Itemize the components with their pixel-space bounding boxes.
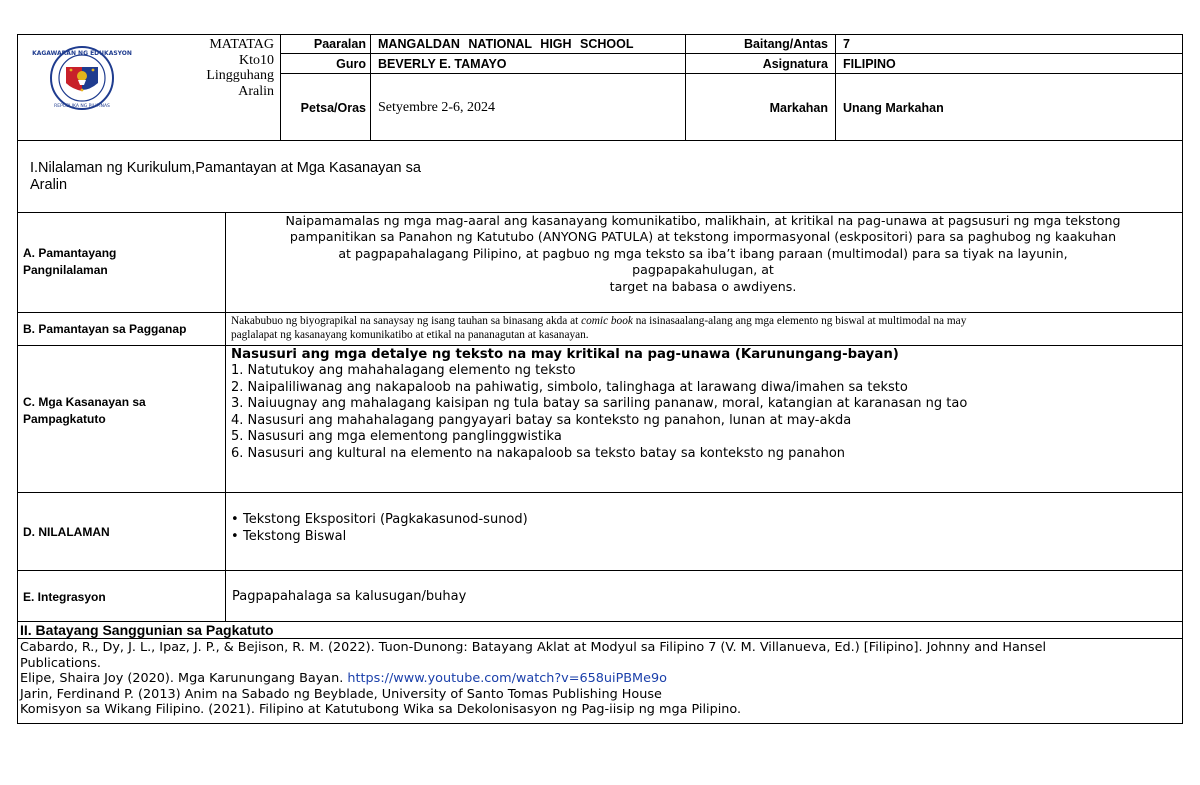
section1-title-line-1: I.Nilalaman ng Kurikulum,Pamantayan at Mga Kasanayan sa xyxy=(30,160,421,176)
header-vline-a xyxy=(280,34,281,141)
row-e-text: Pagpapahalaga sa kalusugan/buhay xyxy=(232,589,467,604)
doc-title-line-1: MATATAG xyxy=(209,37,274,52)
subject-label: Asignatura xyxy=(762,57,828,71)
doc-title-line-3: Lingguhang xyxy=(206,68,274,83)
row-d-list xyxy=(231,512,528,545)
row-a-line-2: pampanitikan sa Panahon ng Katutubo (ANYONG PATULA) at tekstong impormasyonal (eskpositori) para sa paghubog ng kaakuhan xyxy=(289,229,1117,245)
row-a-label-line-1: A. Pamantayang xyxy=(23,246,117,260)
row-c-list xyxy=(231,363,1179,462)
row-c-item-1: 1. Natutukoy ang mahahalagang elemento ng teksto xyxy=(231,363,576,378)
row-c-item-5: 5. Nasusuri ang mga elementong panglinggwistika xyxy=(231,429,562,444)
row-b-text xyxy=(231,314,1179,342)
header-vline-d xyxy=(835,34,836,141)
row-b-line-2: paglalapat ng kasanayang komunikatibo at etikal na pananagutan at kasanayan. xyxy=(231,329,589,341)
header-vline-c xyxy=(685,34,686,141)
row-c-item-6: 6. Nasusuri ang kultural na elemento na nakapaloob sa teksto batay sa konteksto ng panahon xyxy=(231,445,846,461)
table-border-bottom xyxy=(17,723,1183,724)
sep-row-a xyxy=(17,312,1183,313)
date-label: Petsa/Oras xyxy=(300,101,366,115)
subject-value: FILIPINO xyxy=(843,57,896,71)
row-a-label-line-2: Pangnilalaman xyxy=(23,263,108,277)
row-c-heading: Nasusuri ang mga detalye ng teksto na may kritikal na pag-unawa (Karunungang-bayan) xyxy=(231,347,899,362)
rows-vline xyxy=(225,212,226,621)
seal-arc-text: KAGAWARAN NG EDUKASYON xyxy=(32,50,132,57)
row-c-label xyxy=(23,394,146,428)
row-d-item-1-text: Tekstong Ekspositori (Pagkakasunod-sunod) xyxy=(243,512,528,527)
row-a-line-3: at pagpapahalagang Pilipino, at pagbuo ng mga teksto sa iba’t ibang paraan (multimodal) para sa tiyak na layunin, xyxy=(338,245,1068,261)
row-c-label-line-2: Pampagkatuto xyxy=(23,412,106,426)
reference-2 xyxy=(20,671,1180,687)
row-e-label: E. Integrasyon xyxy=(23,590,106,604)
table-border-top xyxy=(17,34,1183,35)
row-d-label: D. NILALAMAN xyxy=(23,525,110,539)
teacher-label: Guro xyxy=(336,57,366,71)
reference-1-line-1: Cabardo, R., Dy, J. L., Ipaz, J. P., & Bejison, R. M. (2022). Tuon-Dunong: Batayang Aklat at Modyul sa Filipino 7 (V. M. Villanueva, Ed.) [Filipino]. Johnny and Hansel xyxy=(20,640,1047,655)
doc-title xyxy=(170,37,274,99)
row-a-line-4: pagpapakahulugan, at xyxy=(632,262,774,278)
doc-title-line-2: Kto10 xyxy=(239,52,274,68)
section2-title: II. Batayang Sanggunian sa Pagkatuto xyxy=(20,622,274,638)
teacher-value: BEVERLY E. TAMAYO xyxy=(378,57,507,71)
sep-section2 xyxy=(17,638,1183,639)
row-a-label xyxy=(23,245,116,279)
grade-label: Baitang/Antas xyxy=(743,37,828,51)
reference-2-text: Elipe, Shaira Joy (2020). Mga Karunungang Bayan. xyxy=(20,671,348,687)
doc-title-line-4: Aralin xyxy=(238,83,274,99)
sep-row-c xyxy=(17,492,1183,493)
date-value: Setyembre 2-6, 2024 xyxy=(378,100,496,115)
row-d-item-1 xyxy=(231,512,528,529)
row-b-text-em: comic book xyxy=(581,315,633,327)
section1-title-line-2: Aralin xyxy=(30,177,68,193)
header-vline-b xyxy=(370,34,371,141)
row-a-line-5: target na babasa o awdiyens. xyxy=(609,278,797,294)
deped-seal xyxy=(32,45,132,111)
row-c-item-2: 2. Naipaliliwanag ang nakapaloob na pahiwatig, simbolo, talinghaga at larawang diwa/imahen sa teksto xyxy=(231,379,908,395)
row-c-content xyxy=(231,346,1179,462)
quarter-value: Unang Markahan xyxy=(843,101,944,115)
row-d-item-2-text: Tekstong Biswal xyxy=(243,528,347,544)
grade-value: 7 xyxy=(843,37,850,51)
reference-3: Jarin, Ferdinand P. (2013) Anim na Sabado ng Beyblade, University of Santo Tomas Publishing House xyxy=(20,686,662,702)
reference-2-link[interactable]: https://www.youtube.com/watch?v=658uiPBMe9o xyxy=(347,671,667,687)
row-b-label: B. Pamantayan sa Pagganap xyxy=(23,322,187,336)
sep-header xyxy=(17,140,1183,141)
row-b-line-1 xyxy=(231,314,1179,328)
header-divider-1 xyxy=(280,53,1183,54)
reference-4: Komisyon sa Wikang Filipino. (2021). Filipino at Katutubong Wika sa Dekolonisasyon ng Pag-iisip ng mga Pilipino. xyxy=(20,702,742,718)
references xyxy=(20,640,1180,718)
school-label: Paaralan xyxy=(313,37,366,51)
header-divider-2 xyxy=(280,73,1183,74)
row-c-label-line-1: C. Mga Kasanayan sa xyxy=(23,395,146,409)
school-value: MANGALDAN NATIONAL HIGH SCHOOL xyxy=(378,37,634,51)
sep-row-d xyxy=(17,570,1183,571)
seal-bottom-text: REPUBLIKA NG PILIPINAS xyxy=(54,104,110,109)
quarter-label: Markahan xyxy=(769,101,828,115)
row-d-item-2 xyxy=(231,529,528,546)
row-c-item-3: 3. Naiuugnay ang mahalagang kaisipan ng tula batay sa sariling pananaw, moral, katangian at karanasan ng tao xyxy=(231,396,968,411)
section1-title xyxy=(30,160,421,194)
row-c-item-4: 4. Nasusuri ang mahahalagang pangyayari batay sa konteksto ng panahon, lunan at may-akda xyxy=(231,412,852,428)
row-b-text-pre: Nakabubuo ng biyograpikal na sanaysay ng isang tauhan sa binasang akda at xyxy=(231,315,582,327)
reference-1-line-2: Publications. xyxy=(20,655,101,671)
row-a-text xyxy=(228,213,1178,295)
row-b-text-post: na isinasaalang-alang ang mga elemento ng biswal at multimodal na may xyxy=(632,315,967,327)
row-a-line-1: Naipamamalas ng mga mag-aaral ang kasanayang komunikatibo, malikhain, at kritikal na pag-unawa at pagsusuri ng mga tekstong xyxy=(285,213,1121,228)
